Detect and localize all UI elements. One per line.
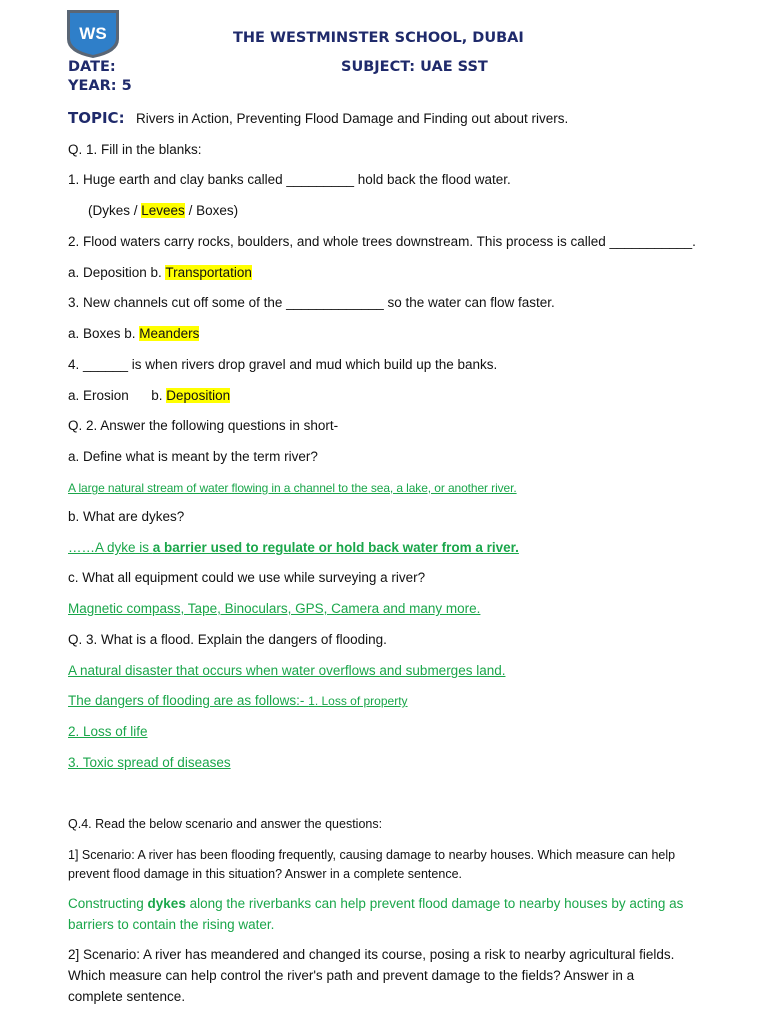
q1-item1-options <box>88 203 238 219</box>
q2-c-question: c. What all equipment could we use while surveying a river? <box>68 570 426 585</box>
q2-b-answer <box>68 540 519 556</box>
q4-title: Q.4. Read the below scenario and answer the questions: <box>68 817 383 831</box>
q2-c-answer: Magnetic compass, Tape, Binoculars, GPS, Camera and many more. <box>68 601 481 616</box>
topic-text: Rivers in Action, Preventing Flood Damage and Finding out about rivers. <box>136 111 569 126</box>
answer-list-item: 1. Loss of property <box>308 694 408 708</box>
highlighted-answer: Transportation <box>165 265 252 280</box>
q1-item2-options <box>68 265 252 281</box>
answer-bold-text: a barrier used to regulate or hold back water from a river. <box>152 540 519 555</box>
q4-s1-answer-line1 <box>68 896 683 912</box>
q4-s2-line3: complete sentence. <box>68 989 186 1004</box>
year-label: YEAR: 5 <box>68 78 132 94</box>
highlighted-answer: Deposition <box>166 388 231 403</box>
highlighted-answer: Levees <box>141 203 185 218</box>
q3-answer-line2 <box>68 693 408 709</box>
q2-title: Q. 2. Answer the following questions in short- <box>68 418 339 433</box>
q1-item3: 3. New channels cut off some of the _____________ so the water can flow faster. <box>68 295 555 310</box>
q2-a-answer: A large natural stream of water flowing in a channel to the sea, a lake, or another river. <box>68 481 517 495</box>
q3-answer-line1: A natural disaster that occurs when water overflows and submerges land. <box>68 663 506 678</box>
answer-text: ……A dyke is <box>68 540 153 555</box>
q1-item4-options <box>68 388 230 404</box>
option-text: / Boxes) <box>184 203 239 218</box>
q1-item1: 1. Huge earth and clay banks called _________ hold back the flood water. <box>68 172 511 187</box>
option-text: a. Boxes b. <box>68 326 140 341</box>
option-text: (Dykes / <box>88 203 142 218</box>
highlighted-answer: Meanders <box>139 326 200 341</box>
q3-answer-line4: 3. Toxic spread of diseases <box>68 755 231 770</box>
date-label: DATE: <box>68 59 116 75</box>
q1-item2: 2. Flood waters carry rocks, boulders, and whole trees downstream. This process is called ___________. <box>68 234 696 249</box>
option-text: a. Deposition b. <box>68 265 166 280</box>
q4-s2-line2: Which measure can help control the river's path and prevent damage to the fields? Answer in a <box>68 968 635 983</box>
q2-b-question: b. What are dykes? <box>68 509 185 524</box>
topic-label: TOPIC: <box>68 109 125 127</box>
q1-title: Q. 1. Fill in the blanks: <box>68 142 202 157</box>
q1-item3-options <box>68 326 199 342</box>
q4-s1-line2: prevent flood damage in this situation? Answer in a complete sentence. <box>68 867 462 881</box>
answer-bold-text: dykes <box>147 896 186 911</box>
school-logo <box>66 9 120 59</box>
answer-text: Constructing <box>68 896 148 911</box>
subject-label: SUBJECT: UAE SST <box>341 59 488 75</box>
logo-lettering: WS <box>79 24 107 43</box>
q1-item4: 4. ______ is when rivers drop gravel and mud which build up the banks. <box>68 357 498 372</box>
q2-a-question: a. Define what is meant by the term river? <box>68 449 318 464</box>
q3-title: Q. 3. What is a flood. Explain the dangers of flooding. <box>68 632 387 647</box>
option-text: a. Erosion b. <box>68 388 167 403</box>
answer-text: along the riverbanks can help prevent flood damage to nearby houses by acting as <box>185 896 684 911</box>
answer-text: The dangers of flooding are as follows:- <box>68 693 309 708</box>
q4-s2-line1: 2] Scenario: A river has meandered and changed its course, posing a risk to nearby agricultural fields. <box>68 947 675 962</box>
school-name: THE WESTMINSTER SCHOOL, DUBAI <box>233 30 524 46</box>
q4-s1-line1: 1] Scenario: A river has been flooding frequently, causing damage to nearby houses. Which measure can help <box>68 848 676 862</box>
q3-answer-line3: 2. Loss of life <box>68 724 148 739</box>
q4-s1-answer-line2: barriers to contain the rising water. <box>68 917 275 932</box>
